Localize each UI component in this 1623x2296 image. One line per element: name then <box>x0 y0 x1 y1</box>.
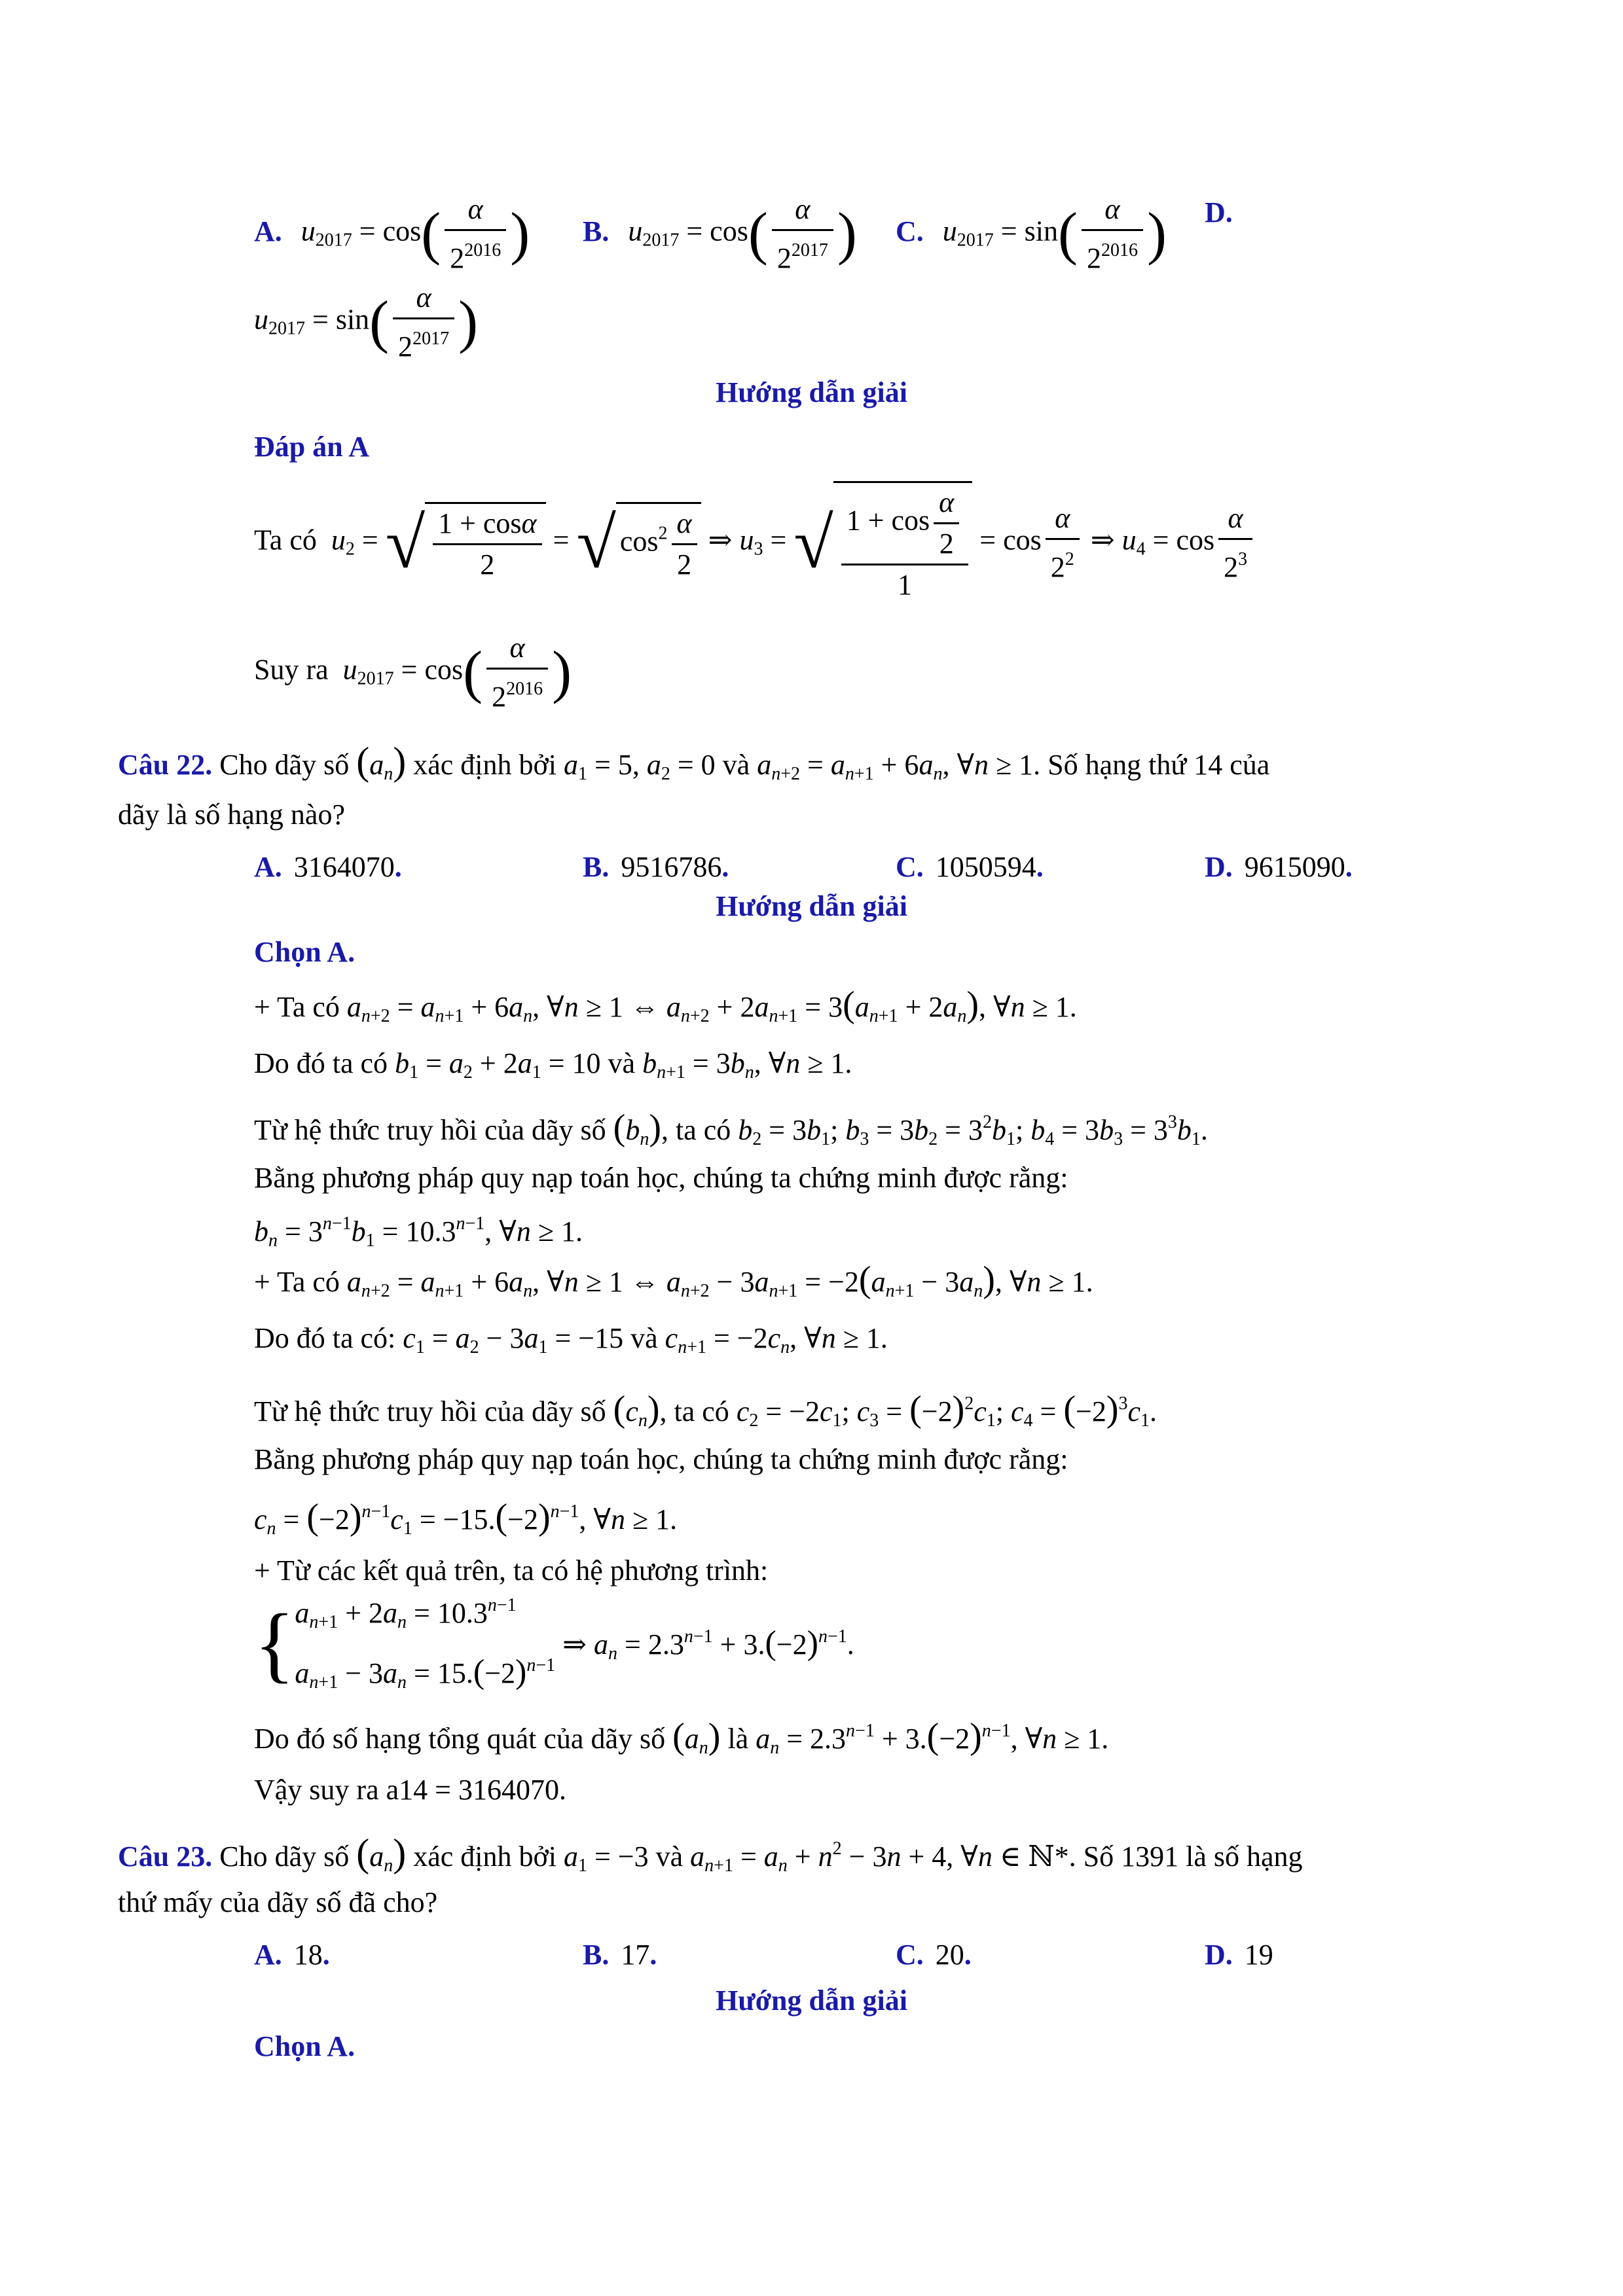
q22-s1-prefix: + Ta có <box>254 991 340 1023</box>
q22-option-c-value: 1050594 <box>935 851 1036 883</box>
prev-option-b: B. $u_{2017} = \cos$( $\frac{\alpha}{2^{2017}}$ ) <box>583 190 857 278</box>
q22-option-a-value: 3164070 <box>293 851 395 883</box>
q23-statement-line1: Câu 23. Cho dãy số $(a_n)$ xác định bởi $a_1 = -3$ và $a_{n+1} = a_n + n^2 - 3n + 4$, ∀n ∈ ℕ*. Số 1391 là số hạng <box>118 1831 1303 1876</box>
q23-choose: Chọn A. <box>254 2030 356 2062</box>
q22-s3-mid: , ta có <box>661 1114 731 1146</box>
q22-s8-mid: , ta có <box>659 1395 729 1427</box>
q22-step10: $c_n = (-2)^{n-1}c_1 = -15.(-2)^{n-1}$, ∀n ≥ 1. <box>254 1497 678 1539</box>
q22-s6-prefix: + Ta có <box>254 1266 340 1298</box>
q22-text3: và <box>722 749 750 781</box>
q22-option-d: D. 9615090. <box>1205 851 1353 883</box>
q22-s2-mid: và <box>608 1047 636 1079</box>
q23-option-d <box>1205 1932 1273 1978</box>
q23-option-a-value: 18 <box>293 1939 323 1971</box>
q23-option-a-label: A. <box>254 1939 282 1971</box>
q22-step4: Bằng phương pháp quy nạp toán học, chúng ta chứng minh được rằng: <box>254 1162 1068 1194</box>
q22-option-d-label: D. <box>1205 851 1233 883</box>
prev-conclusion: Suy ra $u_{2017} = \cos$( $\frac{\alpha}{2^{2016}}$ ) <box>254 628 572 717</box>
q22-s3-prefix: Từ hệ thức truy hồi của dãy số <box>254 1114 606 1146</box>
q22-option-b-value: 9516786 <box>621 851 722 883</box>
q22-option-b-label: B. <box>583 851 610 883</box>
prev-option-d <box>1205 190 1245 236</box>
q22-step5: $b_n = 3^{n-1}b_1 = 10.3^{n-1}$, ∀n ≥ 1. <box>254 1213 583 1251</box>
q22-step3: Từ hệ thức truy hồi của dãy số $(b_n)$, ta có $b_2 = 3b_1$; $b_3 = 3b_2 = 3^2b_1$; $b_4 = 3b_3 = 3^3b_1$. <box>254 1107 1208 1149</box>
q22-guide-heading: Hướng dẫn giải <box>716 890 907 922</box>
q23-option-c: C. 20. <box>896 1939 972 1971</box>
prev-option-b-label: B. <box>583 215 610 247</box>
q23-option-a: A. 18. <box>254 1939 330 1971</box>
q22-s7-mid: và <box>630 1322 658 1354</box>
prev-option-d-label: D. <box>1205 196 1233 228</box>
q22-s14-prefix: Vậy suy ra <box>254 1774 379 1806</box>
q22-text4: . Số hạng thứ 14 của <box>1033 749 1270 781</box>
q23-option-b-label: B. <box>583 1939 610 1971</box>
prev-option-c: C. $u_{2017} = \sin$( $\frac{\alpha}{2^{2016}}$ ) <box>896 190 1167 278</box>
q23-option-d-value: 19 <box>1244 1939 1273 1971</box>
q23-label: Câu 23. <box>118 1840 213 1873</box>
q22-step14: Vậy suy ra a14 = 3164070. <box>254 1774 566 1806</box>
q22-s14-value: a14 = 3164070 <box>386 1774 559 1806</box>
q22-step13: Do đó số hạng tổng quát của dãy số $(a_n)$ là $a_n = 2.3^{n-1} + 3.(-2)^{n-1}$, ∀n ≥ 1. <box>254 1716 1109 1758</box>
q22-label: Câu 22. <box>118 749 213 781</box>
prev-ta-co: Ta có <box>254 524 317 556</box>
q23-option-c-label: C. <box>896 1939 924 1971</box>
q22-option-b: B. 9516786. <box>583 851 729 883</box>
prev-option-c-label: C. <box>896 215 924 247</box>
prev-suy-ra: Suy ra <box>254 653 329 686</box>
q22-s13-mid: là <box>727 1723 749 1755</box>
q22-s13-prefix: Do đó số hạng tổng quát của dãy số <box>254 1723 666 1755</box>
q22-step11: + Từ các kết quả trên, ta có hệ phương trình: <box>254 1554 769 1587</box>
q23-text1: Cho dãy số <box>219 1840 350 1873</box>
q22-s2-prefix: Do đó ta có <box>254 1047 388 1079</box>
q22-option-d-value: 9615090 <box>1244 851 1345 883</box>
q22-option-c-label: C. <box>896 851 924 883</box>
q23-option-c-value: 20 <box>935 1939 964 1971</box>
q22-system: { $a_{n+1} + 2a_n = 10.3^{n-1}$ $a_{n+1} - 3a_n = 15.(-2)^{n-1}$ ⇒ $a_n = 2.3^{n-1} + 3.(-2)^{n-1}$. <box>254 1595 854 1693</box>
q22-step6: + Ta có $a_{n+2} = a_{n+1} + 6a_n$, ∀n ≥ 1 ⇔ $a_{n+2} - 3a_{n+1} = -2(a_{n+1} - 3a_n)$, ∀n ≥ 1. <box>254 1259 1093 1301</box>
q22-step7: Do đó ta có: $c_1 = a_2 - 3a_1 = -15$ và $c_{n+1} = -2c_n$, ∀n ≥ 1. <box>254 1322 888 1357</box>
q23-text2: xác định bởi <box>413 1840 556 1873</box>
q22-statement-line1: Câu 22. Cho dãy số $(a_n)$ xác định bởi $a_1 = 5$, $a_2 = 0$ và $a_{n+2} = a_{n+1} + 6a_n$, ∀n ≥ 1. Số hạng thứ 14 của <box>118 740 1270 784</box>
q22-step1: + Ta có $a_{n+2} = a_{n+1} + 6a_n$, ∀n ≥ 1 ⇔ $a_{n+2} + 2a_{n+1} = 3(a_{n+1} + 2a_n)$, ∀n ≥ 1. <box>254 984 1077 1026</box>
q22-s8-prefix: Từ hệ thức truy hồi của dãy số <box>254 1395 606 1427</box>
prev-option-a: A. $u_{2017} = \cos$( $\frac{\alpha}{2^{2016}}$ ) <box>254 190 530 278</box>
prev-option-d-expr: $u_{2017} = \sin$( $\frac{\alpha}{2^{2017}}$ ) <box>254 278 478 367</box>
q22-statement-line2: dãy là số hạng nào? <box>118 798 345 831</box>
q23-option-d-label: D. <box>1205 1939 1233 1971</box>
q22-text2: xác định bởi <box>413 749 556 781</box>
q22-option-a-label: A. <box>254 851 282 883</box>
q22-s7-prefix: Do đó ta có: <box>254 1322 396 1354</box>
q23-statement-line2: thứ mấy của dãy số đã cho? <box>118 1886 438 1918</box>
q22-step2: Do đó ta có $b_1 = a_2 + 2a_1 = 10$ và $b_{n+1} = 3b_n$, ∀n ≥ 1. <box>254 1047 852 1083</box>
prev-derivation-u2-u4: Ta có $u_2$ = √ $\frac{1 + \cos\alpha}{2}$ = √ $\cos^2$ $\frac{\alpha}{2}$ ⇒ $u_3$ = √ 1 + cos $\frac{\alpha}{2}$ 1 = cos $\frac{\alpha}{2^2}$ ⇒ $u_4 = \cos$ $\frac{\alpha}{2^3}$ <box>254 481 1256 605</box>
q22-option-a: A. 3164070. <box>254 851 402 883</box>
q23-text3: và <box>655 1840 684 1873</box>
q23-option-b-value: 17 <box>621 1939 650 1971</box>
prev-answer: Đáp án A <box>254 431 370 463</box>
q23-text4: . Số 1391 là số hạng <box>1068 1840 1303 1873</box>
q22-text1: Cho dãy số <box>219 749 350 781</box>
q23-guide-heading: Hướng dẫn giải <box>716 1984 907 2017</box>
q23-option-b: B. 17. <box>583 1939 657 1971</box>
prev-guide-heading: Hướng dẫn giải <box>716 376 907 408</box>
q22-option-c: C. 1050594. <box>896 851 1044 883</box>
q22-choose: Chọn A. <box>254 936 356 968</box>
q22-step8: Từ hệ thức truy hồi của dãy số $(c_n)$, ta có $c_2 = -2c_1$; $c_3 = (-2)^2c_1$; $c_4 = (-2)^3c_1$. <box>254 1389 1158 1431</box>
prev-option-a-label: A. <box>254 215 282 247</box>
q22-step9: Bằng phương pháp quy nạp toán học, chúng ta chứng minh được rằng: <box>254 1443 1068 1475</box>
